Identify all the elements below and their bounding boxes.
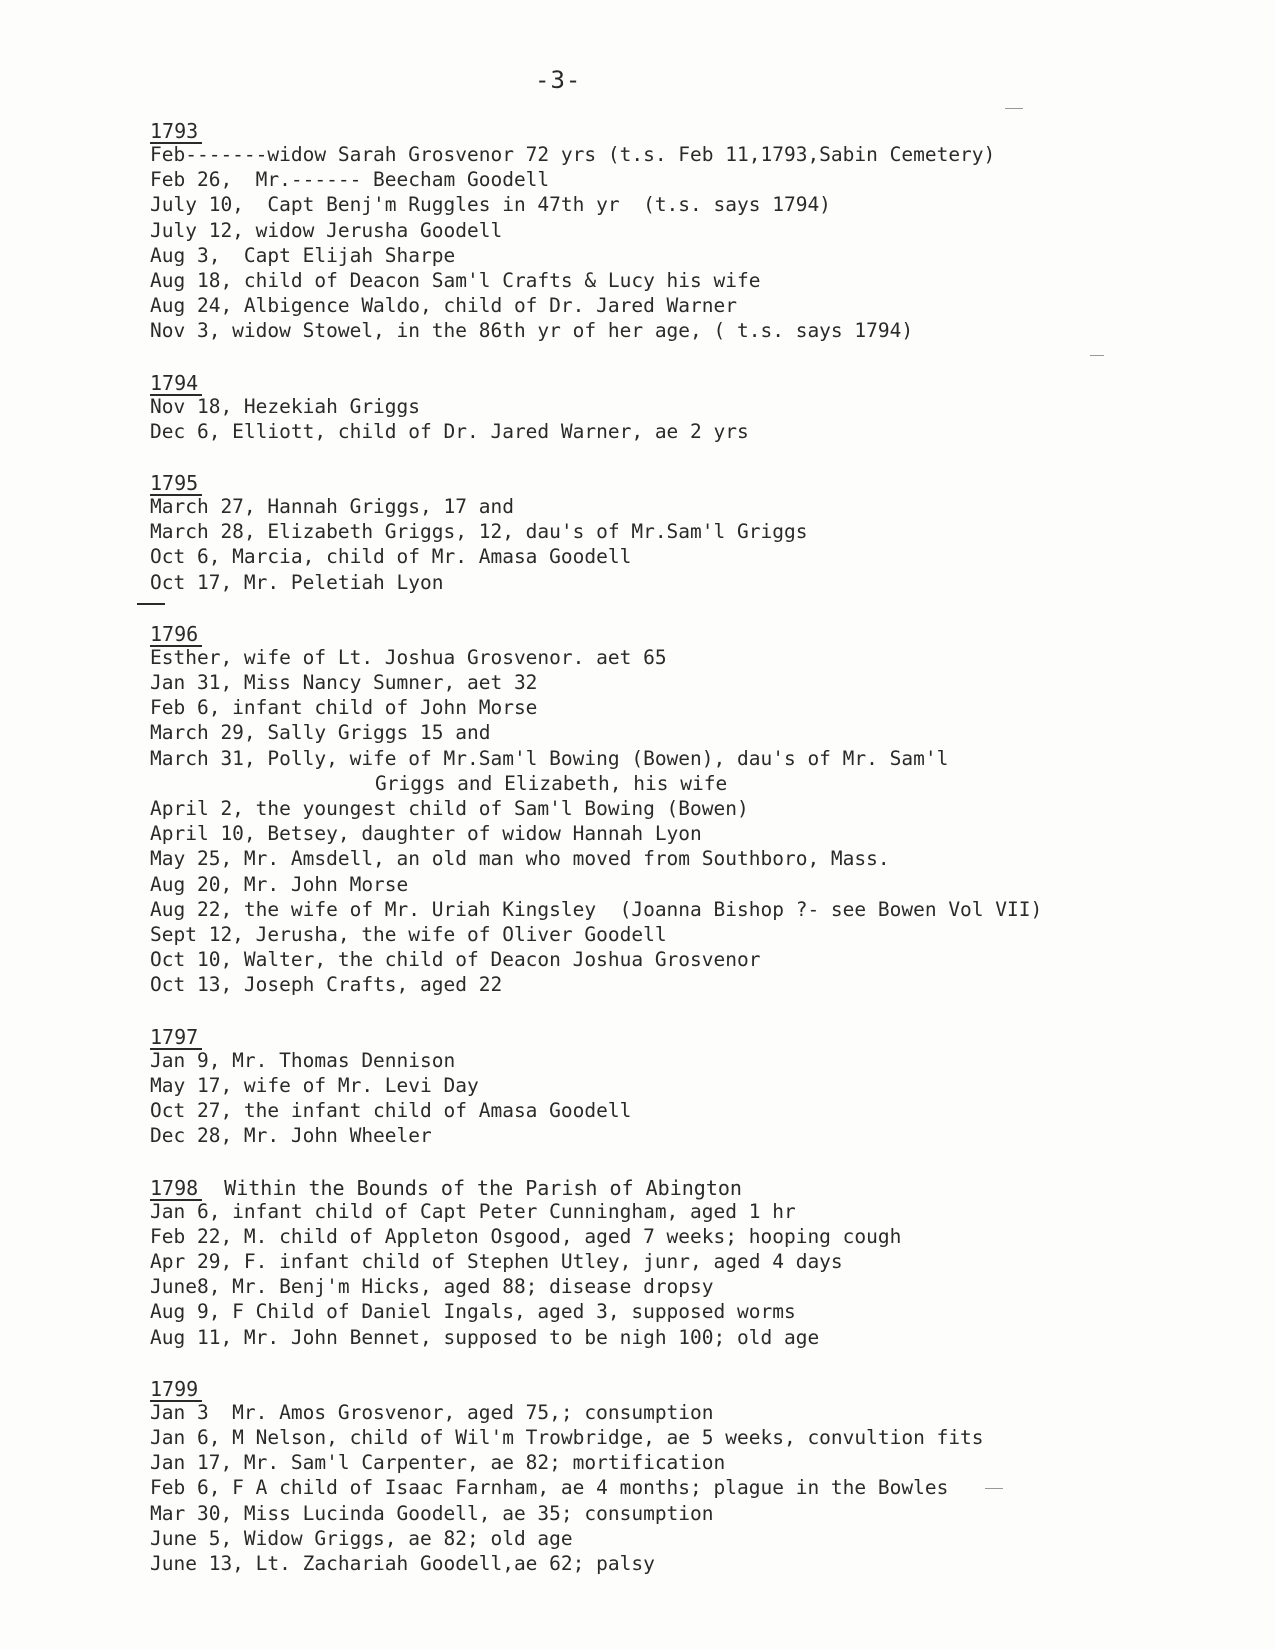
death-record-entry: Nov 18, Hezekiah Griggs: [150, 394, 421, 418]
death-record-entry: May 17, wife of Mr. Levi Day: [150, 1073, 479, 1097]
year-heading: [150, 118, 1250, 142]
death-record-entry: April 2, the youngest child of Sam'l Bowing (Bowen): [150, 797, 749, 821]
death-record-entry: Aug 9, F Child of Daniel Ingals, aged 3, supposed worms: [150, 1300, 796, 1324]
year-section-1794: [150, 370, 1250, 444]
year-heading: [150, 1024, 1250, 1048]
death-record-entry: May 25, Mr. Amsdell, an old man who moved from Southboro, Mass.: [150, 847, 890, 871]
year-label: 1799: [150, 1378, 202, 1402]
death-record-entry: Oct 17, Mr. Peletiah Lyon: [150, 570, 444, 594]
page-number: -3-: [535, 66, 582, 94]
death-record-entry: Feb 22, M. child of Appleton Osgood, aged 7 weeks; hooping cough: [150, 1224, 902, 1248]
entry-continuation: Griggs and Elizabeth, his wife: [375, 771, 728, 795]
records-list: [150, 118, 1250, 1602]
year-label: 1796: [150, 623, 202, 647]
death-record-entry: March 28, Elizabeth Griggs, 12, dau's of Mr.Sam'l Griggs: [150, 520, 808, 544]
death-record-entry: Mar 30, Miss Lucinda Goodell, ae 35; consumption: [150, 1501, 714, 1525]
death-record-entry: Nov 3, widow Stowel, in the 86th yr of her age, ( t.s. says 1794): [150, 319, 914, 343]
death-record-entry: Aug 11, Mr. John Bennet, supposed to be nigh 100; old age: [150, 1325, 820, 1349]
death-record-entry: Dec 6, Elliott, child of Dr. Jared Warner, ae 2 yrs: [150, 419, 749, 443]
death-record-entry: Jan 6, M Nelson, child of Wil'm Trowbridge, ae 5 weeks, convultion fits: [150, 1425, 984, 1449]
year-label: 1795: [150, 472, 202, 496]
death-record-entry: June 5, Widow Griggs, ae 82; old age: [150, 1526, 573, 1550]
death-record-entry: Feb 26, Mr.------ Beecham Goodell: [150, 168, 550, 192]
death-record-entry: Sept 12, Jerusha, the wife of Oliver Goodell: [150, 923, 667, 947]
death-record-entry: Dec 28, Mr. John Wheeler: [150, 1124, 432, 1148]
death-record-entry: June 13, Lt. Zachariah Goodell,ae 62; palsy: [150, 1551, 655, 1575]
year-label: 1798: [150, 1177, 202, 1201]
death-record-entry: Feb 6, infant child of John Morse: [150, 696, 538, 720]
death-record-entry: Aug 3, Capt Elijah Sharpe: [150, 243, 456, 267]
year-label: 1793: [150, 120, 202, 144]
year-section-1799: [150, 1376, 1250, 1576]
death-record-entry: Oct 27, the infant child of Amasa Goodell: [150, 1099, 632, 1123]
death-record-entry: March 31, Polly, wife of Mr.Sam'l Bowing (Bowen), dau's of Mr. Sam'l: [150, 746, 949, 770]
year-heading: [150, 1175, 1250, 1199]
year-section-1798: [150, 1175, 1250, 1350]
death-record-entry: Aug 22, the wife of Mr. Uriah Kingsley (Joanna Bishop ?- see Bowen Vol VII): [150, 897, 1043, 921]
death-record-entry: Jan 3 Mr. Amos Grosvenor, aged 75,; consumption: [150, 1400, 714, 1424]
death-record-entry: July 10, Capt Benj'm Ruggles in 47th yr (t.s. says 1794): [150, 193, 831, 217]
death-record-entry: Apr 29, F. infant child of Stephen Utley, junr, aged 4 days: [150, 1249, 843, 1273]
death-record-entry: Aug 18, child of Deacon Sam'l Crafts & Lucy his wife: [150, 269, 761, 293]
death-record-entry: June8, Mr. Benj'm Hicks, aged 88; disease dropsy: [150, 1275, 714, 1299]
year-label: 1794: [150, 372, 202, 396]
year-heading: [150, 470, 1250, 494]
death-record-entry: Aug 20, Mr. John Morse: [150, 872, 409, 896]
year-section-1796: [150, 621, 1250, 998]
death-record-entry: Oct 6, Marcia, child of Mr. Amasa Goodell: [150, 545, 632, 569]
year-note: Within the Bounds of the Parish of Abington: [224, 1175, 742, 1200]
death-record-entry: Feb 6, F A child of Isaac Farnham, ae 4 months; plague in the Bowles: [150, 1476, 949, 1500]
year-section-1793: [150, 118, 1250, 344]
year-section-1795: [150, 470, 1250, 595]
death-record-entry: July 12, widow Jerusha Goodell: [150, 218, 503, 242]
year-label: 1797: [150, 1026, 202, 1050]
death-record-entry: April 10, Betsey, daughter of widow Hannah Lyon: [150, 822, 702, 846]
year-heading: [150, 1376, 1250, 1400]
margin-smudge: [1005, 108, 1023, 109]
death-record-entry: Esther, wife of Lt. Joshua Grosvenor. aet 65: [150, 645, 667, 669]
death-record-entry: Oct 13, Joseph Crafts, aged 22: [150, 973, 503, 997]
death-record-entry: Jan 6, infant child of Capt Peter Cunningham, aged 1 hr: [150, 1199, 796, 1223]
year-heading: [150, 621, 1250, 645]
death-record-entry: Jan 17, Mr. Sam'l Carpenter, ae 82; mortification: [150, 1451, 726, 1475]
death-record-entry: Jan 31, Miss Nancy Sumner, aet 32: [150, 671, 538, 695]
death-record-entry: Oct 10, Walter, the child of Deacon Joshua Grosvenor: [150, 948, 761, 972]
death-record-entry: March 29, Sally Griggs 15 and: [150, 721, 491, 745]
death-record-entry: Jan 9, Mr. Thomas Dennison: [150, 1048, 456, 1072]
year-section-1797: [150, 1024, 1250, 1149]
death-record-entry: Aug 24, Albigence Waldo, child of Dr. Jared Warner: [150, 294, 737, 318]
death-record-entry: Feb-------widow Sarah Grosvenor 72 yrs (t.s. Feb 11,1793,Sabin Cemetery): [150, 143, 996, 166]
death-record-entry: March 27, Hannah Griggs, 17 and: [150, 495, 514, 519]
year-heading: [150, 370, 1250, 394]
